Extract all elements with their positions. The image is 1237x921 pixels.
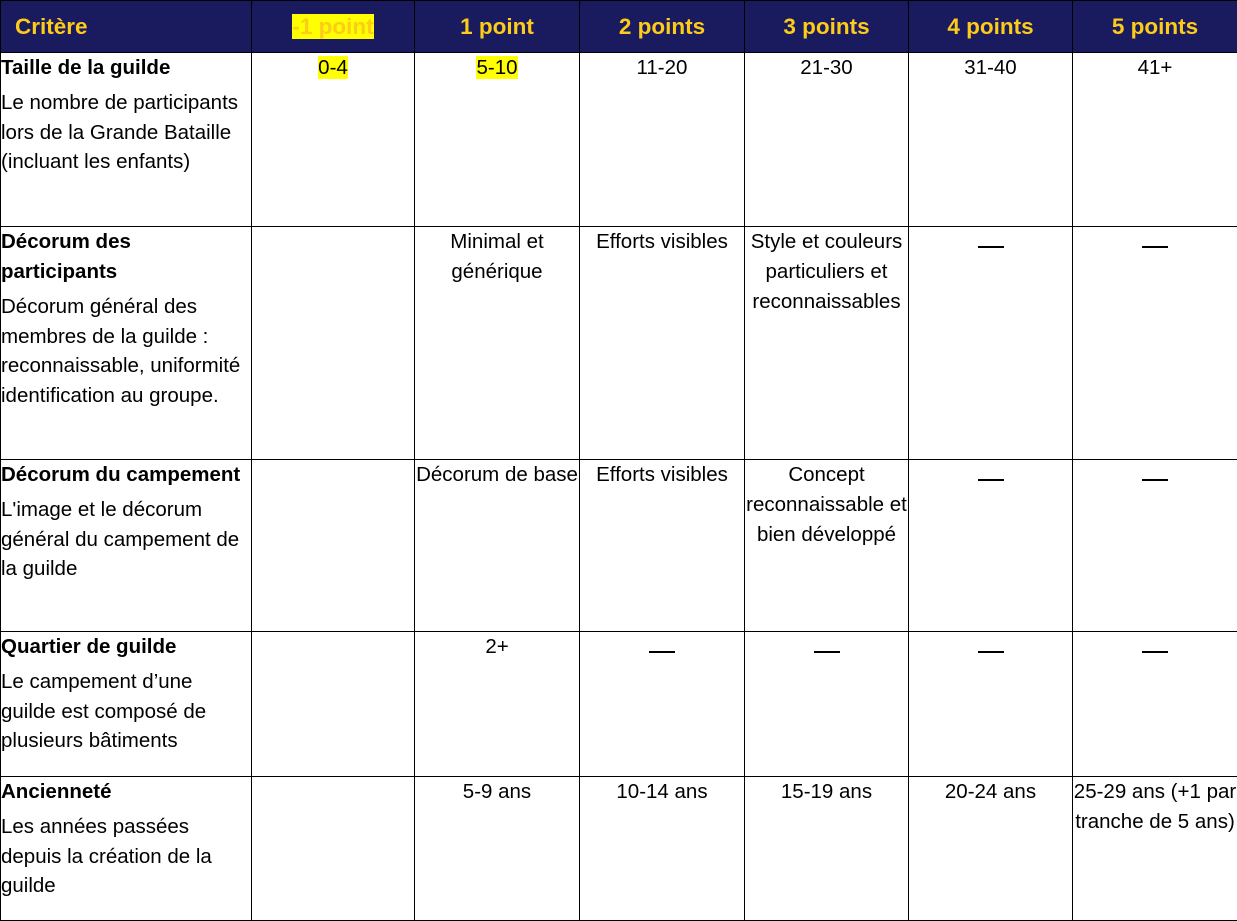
criterion-description: Les années passées depuis la création de la guilde xyxy=(1,812,251,901)
score-cell-3: Concept reconnaissable et bien développé xyxy=(745,460,909,632)
score-cell-3 xyxy=(745,632,909,777)
score-cell-5 xyxy=(1073,227,1237,460)
score-cell-minus-1 xyxy=(252,632,415,777)
score-value-highlighted: 0-4 xyxy=(318,56,348,79)
criterion-title: Taille de la guilde xyxy=(1,53,251,83)
criterion-row-seniority xyxy=(1,777,1237,921)
score-cell-1 xyxy=(415,53,580,227)
header-1-point: 1 point xyxy=(415,1,580,53)
criterion-description: Le campement d’une guilde est composé de plusieurs bâtiments xyxy=(1,667,251,756)
em-dash xyxy=(1142,651,1168,653)
score-cell-1: Décorum de base xyxy=(415,460,580,632)
header-minus-1-point xyxy=(252,1,415,53)
header-2-points: 2 points xyxy=(580,1,745,53)
score-cell-3: 15-19 ans xyxy=(745,777,909,921)
em-dash xyxy=(978,246,1004,248)
score-cell-minus-1 xyxy=(252,227,415,460)
criterion-cell xyxy=(1,53,252,227)
score-cell-5 xyxy=(1073,632,1237,777)
em-dash xyxy=(1142,479,1168,481)
score-cell-5: 41+ xyxy=(1073,53,1237,227)
criterion-cell xyxy=(1,227,252,460)
score-cell-4 xyxy=(909,632,1073,777)
criterion-cell xyxy=(1,777,252,921)
criterion-title: Ancienneté xyxy=(1,777,251,807)
criterion-description: Le nombre de participants lors de la Grande Bataille (incluant les enfants) xyxy=(1,88,251,177)
score-cell-1: 2+ xyxy=(415,632,580,777)
header-criterion: Critère xyxy=(1,1,252,53)
score-cell-2 xyxy=(580,632,745,777)
header-5-points: 5 points xyxy=(1073,1,1237,53)
criterion-description: Décorum général des membres de la guilde : reconnaissable, uniformité identification au groupe. xyxy=(1,292,251,410)
criterion-cell xyxy=(1,632,252,777)
em-dash xyxy=(649,651,675,653)
header-row xyxy=(1,1,1237,53)
score-cell-minus-1 xyxy=(252,777,415,921)
score-cell-4: 31-40 xyxy=(909,53,1073,227)
header-4-points: 4 points xyxy=(909,1,1073,53)
criterion-cell xyxy=(1,460,252,632)
score-cell-2: 11-20 xyxy=(580,53,745,227)
score-cell-2: 10-14 ans xyxy=(580,777,745,921)
score-cell-2: Efforts visibles xyxy=(580,460,745,632)
em-dash xyxy=(814,651,840,653)
em-dash xyxy=(978,479,1004,481)
em-dash xyxy=(1142,246,1168,248)
criterion-row-camp-decorum xyxy=(1,460,1237,632)
header-minus-1-point-label: -1 point xyxy=(292,14,373,39)
score-cell-3: 21-30 xyxy=(745,53,909,227)
criterion-row-participant-decorum xyxy=(1,227,1237,460)
criterion-description: L'image et le décorum général du campement de la guilde xyxy=(1,495,251,584)
header-3-points: 3 points xyxy=(745,1,909,53)
score-cell-4 xyxy=(909,460,1073,632)
score-cell-1: 5-9 ans xyxy=(415,777,580,921)
score-cell-1: Minimal et générique xyxy=(415,227,580,460)
score-cell-minus-1 xyxy=(252,460,415,632)
score-cell-5: 25-29 ans (+1 par tranche de 5 ans) xyxy=(1073,777,1237,921)
score-cell-2: Efforts visibles xyxy=(580,227,745,460)
score-cell-5 xyxy=(1073,460,1237,632)
criterion-title: Décorum des participants xyxy=(1,227,251,287)
criterion-title: Quartier de guilde xyxy=(1,632,251,662)
score-cell-minus-1 xyxy=(252,53,415,227)
score-value-highlighted: 5-10 xyxy=(476,56,517,79)
score-cell-4 xyxy=(909,227,1073,460)
score-cell-4: 20-24 ans xyxy=(909,777,1073,921)
criterion-title: Décorum du campement xyxy=(1,460,251,490)
criterion-row-guild-quarter xyxy=(1,632,1237,777)
em-dash xyxy=(978,651,1004,653)
score-cell-3: Style et couleurs particuliers et reconnaissables xyxy=(745,227,909,460)
criterion-row-guild-size xyxy=(1,53,1237,227)
